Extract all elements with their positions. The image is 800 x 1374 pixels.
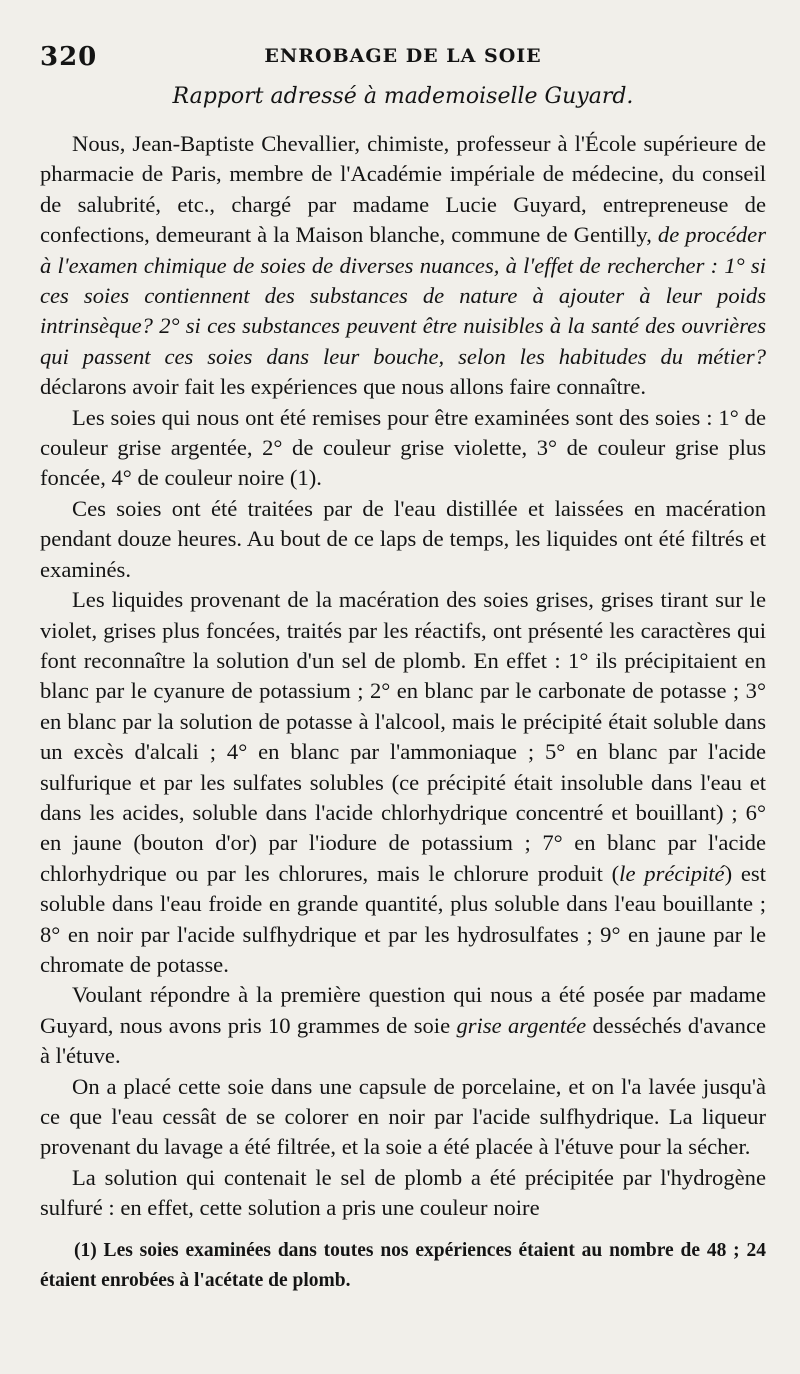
page-header <box>40 36 766 82</box>
paragraph-italic: de procéder à l'examen chimique de soies de diverses nuances, à l'effet de rechercher : 1° si ces soies contiennent des substances de nature à ajouter à leur poids intrinsèque? 2° si ces substances peuvent être nuisibles à la santé des ouvrières qui passent ces soies dans leur bouche, selon les habitudes du métier? <box>40 222 766 369</box>
running-head: ENROBAGE DE LA SOIE <box>264 45 542 67</box>
paragraph-text: déclarons avoir fait les expériences que nous allons faire connaître. <box>40 374 647 400</box>
body-text <box>40 129 766 1224</box>
paragraph-text: Nous, Jean-Baptiste Chevallier, chimiste, professeur à l'École supérieure de pharmacie de Paris, membre de l'Académie impériale de médecine, du conseil de salubrité, etc., chargé par madame Lucie Guyard, entrepreneuse de confections, demeurant à la Maison blanche, commune de Gentilly, <box>40 131 766 248</box>
paragraph-italic: grise argentée <box>456 1012 587 1038</box>
paragraph-italic: le précipité <box>619 860 725 886</box>
page-number: 320 <box>40 42 98 72</box>
footnote: (1) Les soies examinées dans toutes nos expériences étaient au nombre de 48 ; 24 étaient enrobées à l'acétate de plomb. <box>40 1239 766 1291</box>
paragraph-text: Voulant répondre à la première question qui nous a été posée par madame Guyard, nous avons pris 10 grammes de soie <box>40 982 766 1038</box>
paragraph-6: On a placé cette soie dans une capsule de porcelaine, et on l'a lavée jusqu'à ce que l'eau cessât de se colorer en noir par l'acide sulfhydrique. La liqueur provenant du lavage a été filtrée, et la soie a été placée à l'étuve pour la sécher. <box>40 1073 766 1160</box>
paragraph-text: Les liquides provenant de la macération des soies grises, grises tirant sur le violet, grises plus foncées, traités par les réactifs, ont présenté les caractères qui font reconnaître la solution d'un sel de plomb. En effet : 1° ils précipitaient en blanc par le cyanure de potassium ; 2° en blanc par le carbonate de potasse ; 3° en blanc par la solution de potasse à l'alcool, mais le précipité était soluble dans un excès d'alcali ; 4° en blanc par l'ammoniaque ; 5° en blanc par l'acide sulfurique et par les sulfates solubles (ce précipité était insoluble dans l'eau et dans les acides, soluble dans l'acide chlorhydrique concentré et bouillant) ; 6° en jaune (bouton d'or) par l'iodure de potassium ; 7° en blanc par l'acide chlorhydrique ou par les chlorures, mais le chlorure produit ( <box>40 587 766 886</box>
paragraph-5 <box>40 980 766 1071</box>
report-heading: Rapport adressé à mademoiselle Guyard. <box>172 84 634 109</box>
paragraph-4 <box>40 585 766 980</box>
paragraph-text: desséchés d'avance à l'étuve. <box>40 1012 767 1069</box>
paragraph-7: La solution qui contenait le sel de plomb a été précipitée par l'hydrogène sulfuré : en effet, cette solution a pris une couleur noire <box>40 1164 766 1221</box>
paragraph-1 <box>40 129 766 403</box>
paragraph-2: Les soies qui nous ont été remises pour être examinées sont des soies : 1° de couleur grise argentée, 2° de couleur grise violette, 3° de couleur grise plus foncée, 4° de couleur noire (1). <box>40 404 766 491</box>
paragraph-text: ) est soluble dans l'eau froide en grande quantité, plus soluble dans l'eau bouillante ; 8° en noir par l'acide sulfhydrique et par les hydrosulfates ; 9° en jaune par le chromate de potasse. <box>40 860 766 977</box>
paragraph-3: Ces soies ont été traitées par de l'eau distillée et laissées en macération pendant douze heures. Au bout de ce laps de temps, les liquides ont été filtrés et examinés. <box>40 495 766 582</box>
